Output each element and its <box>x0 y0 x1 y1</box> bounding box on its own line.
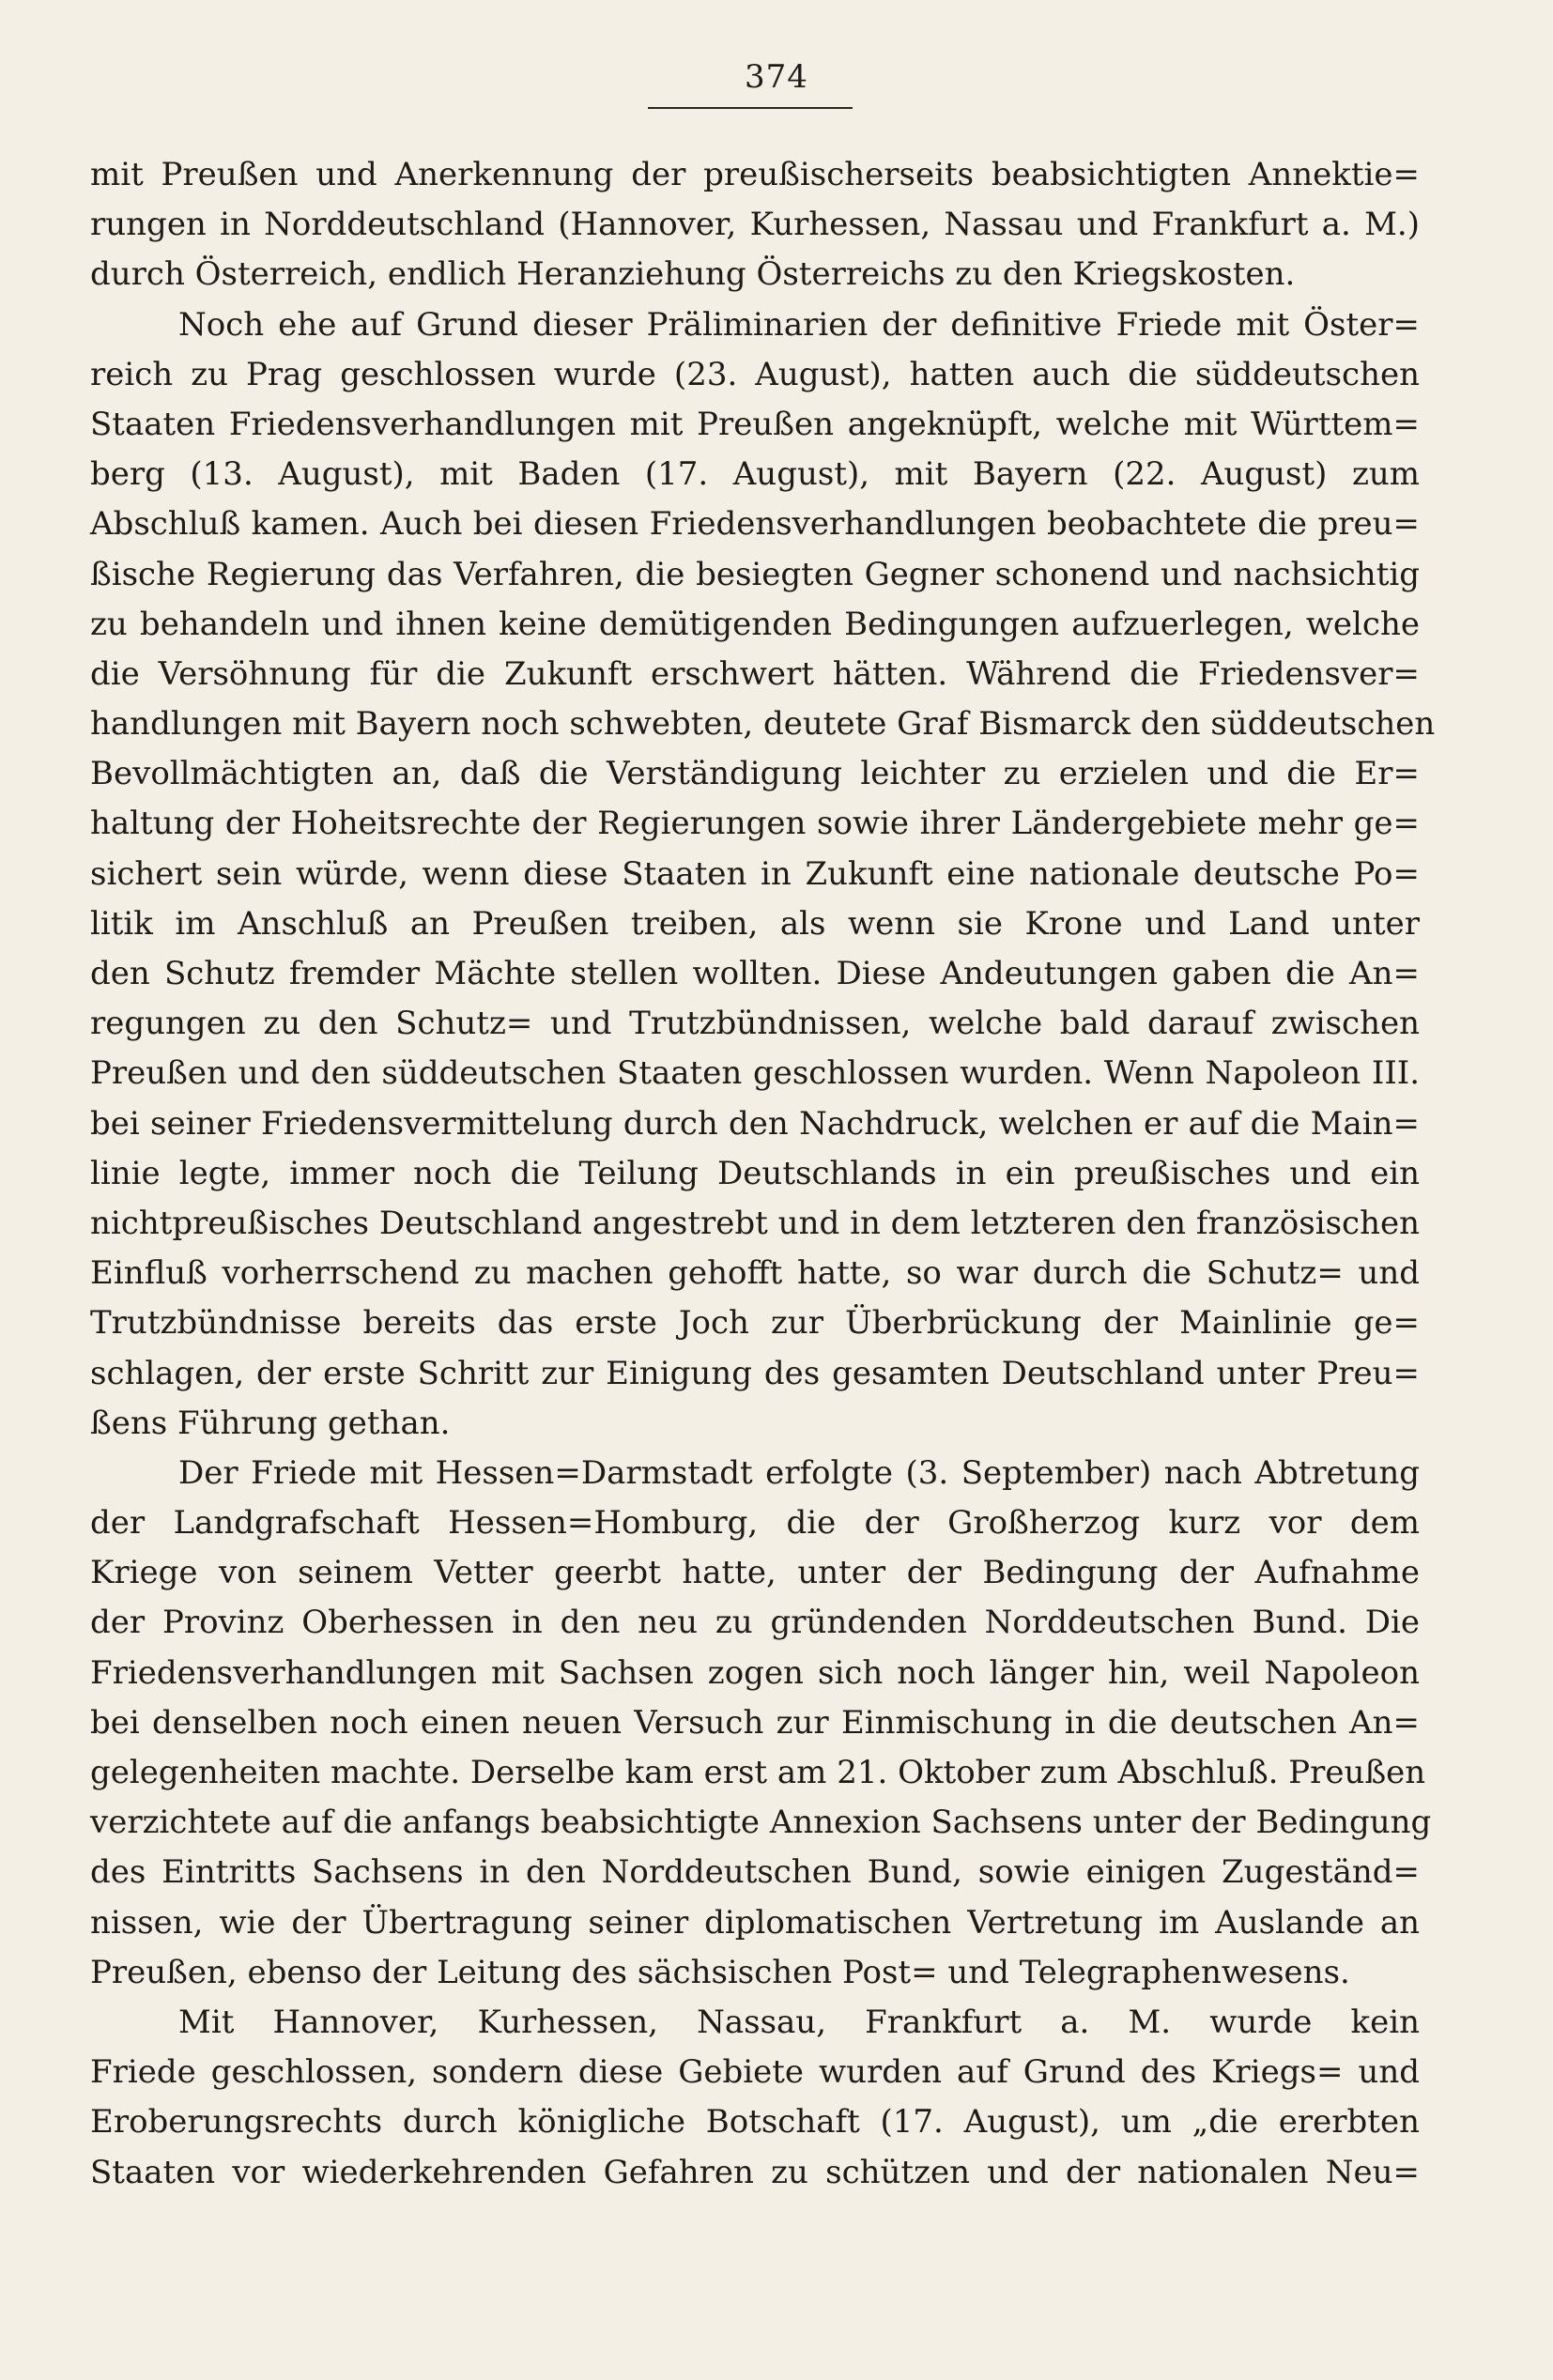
text-line: Abschluß kamen. Auch bei diesen Friedensverhandlungen beobachtete die preu= <box>90 505 1420 544</box>
text-line: Noch ehe auf Grund dieser Präliminarien der definitive Friede mit Öster= <box>178 305 1420 344</box>
text-line: Mit Hannover, Kurhessen, Nassau, Frankfurt a. M. wurde kein <box>178 2003 1420 2041</box>
text-line: reich zu Prag geschlossen wurde (23. August), hatten auch die süddeutschen <box>90 355 1420 393</box>
text-line: haltung der Hoheitsrechte der Regierungen sowie ihrer Ländergebiete mehr ge= <box>90 805 1420 843</box>
text-line: Preußen und den süddeutschen Staaten geschlossen wurden. Wenn Napoleon III. <box>90 1054 1420 1093</box>
body-text <box>90 150 1436 2198</box>
text-line: Trutzbündnisse bereits das erste Joch zur Überbrückung der Mainlinie ge= <box>90 1304 1420 1343</box>
text-line: schlagen, der erste Schritt zur Einigung des gesamten Deutschland unter Preu= <box>90 1354 1420 1392</box>
text-line: sichert sein würde, wenn diese Staaten in Zukunft eine nationale deutsche Po= <box>90 854 1420 893</box>
text-line: der Provinz Oberhessen in den neu zu gründenden Norddeutschen Bund. Die <box>90 1604 1420 1642</box>
text-line: gelegenheiten machte. Derselbe kam erst am 21. Oktober zum Abschluß. Preußen <box>90 1754 1426 1791</box>
text-line: nichtpreußisches Deutschland angestrebt und in dem letzteren den französischen <box>90 1204 1420 1242</box>
text-line: mit Preußen und Anerkennung der preußischerseits beabsichtigten Annektie= <box>90 156 1420 193</box>
page-number: 374 <box>745 58 808 96</box>
text-line: Eroberungsrechts durch königliche Botschaft (17. August), um „die ererbten <box>90 2103 1420 2142</box>
text-line: bei denselben noch einen neuen Versuch zur Einmischung in die deutschen An= <box>90 1703 1420 1742</box>
text-line: berg (13. August), mit Baden (17. August), mit Bayern (22. August) zum <box>90 455 1420 494</box>
text-line: Der Friede mit Hessen=Darmstadt erfolgte (3. September) nach Abtretung <box>178 1453 1420 1492</box>
text-line: handlungen mit Bayern noch schwebten, deutete Graf Bismarck den süddeutschen <box>90 705 1436 744</box>
text-line: Preußen, ebenso der Leitung des sächsischen Post= und Telegraphenwesens. <box>90 1953 1350 1991</box>
text-line: Staaten Friedensverhandlungen mit Preußen angeknüpft, welche mit Württem= <box>90 405 1420 443</box>
text-line: den Schutz fremder Mächte stellen wollten. Diese Andeutungen gaben die An= <box>90 955 1420 992</box>
text-line: nissen, wie der Übertragung seiner diplomatischen Vertretung im Auslande an <box>90 1903 1420 1942</box>
text-line: linie legte, immer noch die Teilung Deutschlands in ein preußisches und ein <box>90 1154 1420 1192</box>
text-line: die Versöhnung für die Zukunft erschwert hätten. Während die Friedensver= <box>90 654 1420 693</box>
text-line: ßens Führung gethan. <box>90 1404 451 1442</box>
text-line: Friede geschlossen, sondern diese Gebiete wurden auf Grund des Kriegs= und <box>90 2053 1420 2092</box>
text-line: Staaten vor wiederkehrenden Gefahren zu schützen und der nationalen Neu= <box>90 2153 1420 2191</box>
text-line: durch Österreich, endlich Heranziehung Österreichs zu den Kriegskosten. <box>90 255 1296 294</box>
header-rule <box>648 107 853 109</box>
text-line: Kriege von seinem Vetter geerbt hatte, unter der Bedingung der Aufnahme <box>90 1554 1420 1592</box>
text-line: des Eintritts Sachsens in den Norddeutschen Bund, sowie einigen Zugeständ= <box>90 1853 1420 1892</box>
text-line: regungen zu den Schutz= und Trutzbündnissen, welche bald darauf zwischen <box>90 1005 1420 1043</box>
text-line: Friedensverhandlungen mit Sachsen zogen sich noch länger hin, weil Napoleon <box>90 1653 1420 1692</box>
text-line: litik im Anschluß an Preußen treiben, als wenn sie Krone und Land unter <box>90 904 1420 943</box>
text-line: rungen in Norddeutschland (Hannover, Kurhessen, Nassau und Frankfurt a. M.) <box>90 206 1420 244</box>
text-line: Einfluß vorherrschend zu machen gehofft hatte, so war durch die Schutz= und <box>90 1254 1420 1293</box>
text-line: verzichtete auf die anfangs beabsichtigte Annexion Sachsens unter der Bedingung <box>90 1804 1432 1842</box>
text-line: ßische Regierung das Verfahren, die besiegten Gegner schonend und nachsichtig <box>90 555 1420 593</box>
text-line: zu behandeln und ihnen keine demütigenden Bedingungen aufzuerlegen, welche <box>90 605 1420 643</box>
text-line: der Landgrafschaft Hessen=Homburg, die der Großherzog kurz vor dem <box>90 1504 1420 1543</box>
text-line: bei seiner Friedensvermittelung durch den Nachdruck, welchen er auf die Main= <box>90 1104 1420 1143</box>
text-line: Bevollmächtigten an, daß die Verständigung leichter zu erzielen und die Er= <box>90 755 1420 793</box>
